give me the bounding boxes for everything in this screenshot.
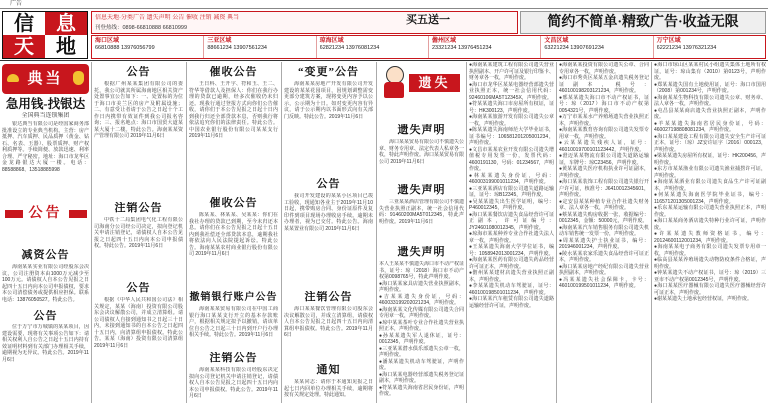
- notice-title: 注销公告: [209, 352, 258, 364]
- list-item: ●乐东某某运输有限公司遗失营业执照正本，声明作废。: [654, 205, 766, 218]
- column-2: [94, 0, 183, 405]
- notice-body: 海口某某餐饮管理有限公司股东会决议解散公司，并成立清算组，请债权人自本公告见报之日起四十五日内向清算组申报债权。特此公告。2019年11月6日: [284, 306, 373, 338]
- notice-title: 公告: [33, 310, 58, 322]
- slogan-text: 简约不简单·精致广告·收益无限: [547, 15, 739, 30]
- notice-body: 根据《中华人民共和国公司法》相关规定，某某（海南）投资有限公司股东会决议解散公司，并成立清算组。请公司债权人自接到通知书之日起三十日内，未接到通知书的自本公告之日起四十五日内，向清算组申报债权。特此公告。某某（海南）投资有限公司清算组 2019年11月6日: [94, 297, 183, 349]
- list-item: ●文昌市某某农业开发有限公司遗失增值税专用发票一份，发票代码：4600191130，号码：01234567，声明作废。: [469, 146, 554, 172]
- list-item: ●海口市琼山区某某村民小组遗失集体土地所有权证，证号：琼山集有（2010）第0123号，声明作废。: [654, 62, 766, 81]
- list-item: ●郑某某遗失国有土地使用证，证号：海口市国用（2008）第001234号，声明作废。: [654, 81, 766, 94]
- list-item: ●万宁市某某水产养殖场遗失营业执照正本，声明作废。: [559, 114, 649, 127]
- hotline-area: 三亚区域: [207, 38, 232, 44]
- list-item: ●海南某某医药有限公司遗失药品经营许可证正本，声明作废。: [469, 257, 554, 270]
- list-item: ●海口某某装饰工程有限公司遗失银行开户许可证，核准号：J6410012345601，声明作废。: [559, 179, 649, 198]
- list-item: ●海南某某建筑工程有限公司遗失营业执照副本、开户许可证及银行印鉴卡、财务章各一枚，声明作废。: [469, 62, 554, 81]
- list-item: ●吉某某遗失身份证，号码：460033199202021234，声明作废。: [379, 293, 464, 306]
- notice-body: 海口某某贸易有限公司不慎遗失公章、财务专用章、法定代表人私章各一枚，特此声明作废。海口某某贸易有限公司 2019年11月6日: [379, 139, 464, 165]
- notice-title: 遗失声明: [397, 124, 446, 136]
- list-item: ●海口某某汽车租赁有限公司遗失道路运输经营许可证，声明作废。: [469, 296, 554, 309]
- notice-body: 海南某某贸易有限公司在中国工商银行海口某某支行开立的基本存款账户，根据相关规定拟予以撤销，请该单位自公告之日起三十日内到开户行办理相关手续。特此公告。2019年11月6日: [189, 306, 278, 338]
- list-item: ●海南某某生物科技有限公司遗失公章、财务章、法人章各一枚，声明作废。: [654, 94, 766, 107]
- column-divider: [91, 62, 92, 403]
- notice-body: 根据广州某某集团有限公司的委托，我公司就其所属海南地区相关资产处置事宜公告如下：一、处置标的为位于海口市美兰区的房产及附属设施；二、有意受让者请于公告之日起十个工作日内携带有效证件到我公司报名咨询；三、报名地点：海口市国贸大道某某大厦十二楼。特此公告。海南某某资产管理有限公司 2019年11月6日: [94, 81, 183, 139]
- lost-notice-list: [469, 62, 554, 403]
- list-item: ●孙某某遗失军人退休证，证号：0012345，声明作废。: [379, 332, 464, 345]
- list-item: ●黄某某遗失医疗机构执业许可证副本，声明作废。: [559, 166, 649, 179]
- logo-char: 息: [45, 12, 87, 35]
- notice-title: 注销公告: [304, 291, 353, 303]
- ad-subtitle: 全国典当连锁集团: [21, 113, 70, 119]
- hotline-phone: 66810888 13976056799: [95, 45, 155, 51]
- mascot-body: [384, 82, 404, 98]
- ad-body: 银达典当有限公司是经国家商务部批准设立的专业典当机构。主营：房产抵押、汽车质押、民品质押（黄金、钻石、名表、玉器）、股票质押、财产权利质押等。手续简便、放款迅速、利率合理、严守秘密。地址：海口市龙华区金龙路银达大厦一楼。电话：88588868、13518885998: [2, 121, 89, 173]
- column-8: [654, 0, 766, 405]
- hotline-area: 儋州区域: [431, 38, 456, 44]
- list-item: ●海口某某电器经营部遗失税务登记证副本，声明作废。: [379, 371, 464, 384]
- notice-section-banner: [2, 199, 89, 229]
- column-4: [284, 0, 373, 405]
- list-item: ●吴某某遗失出生医学证明，编号：P460012345，声明作废。: [469, 198, 554, 211]
- column-divider: [556, 62, 557, 403]
- list-item: ●陈某某遗失海南师范大学毕业证书，证书编号：106581201205001234，声明作废。: [469, 127, 554, 146]
- logo-char: 天: [3, 35, 45, 58]
- banner-bar: [69, 210, 87, 218]
- notice-title: 催收公告: [209, 197, 258, 209]
- notice-body: 王日科、王开宇、符和玉、王二、符华等借款人及担保人：你们在我行办理的贷款已逾期，经多次催收仍未归还。现我行通过登报方式向你们公告催收，请你们于本公告见报之日起十日内到我行归还全部贷款本息，否则我行将依法追究你们的法律责任。特此公告。中国农业银行股份有限公司某某支行 2019年11月6日: [189, 81, 278, 139]
- list-item: ●澄迈某某物流有限公司遗失道路运输证，车牌号：琼C23456，声明作废。: [559, 153, 649, 166]
- hotline-phone: 62821234 13976081234: [319, 45, 380, 51]
- column-7: [559, 0, 649, 405]
- notice-title: “变更”公告: [298, 66, 359, 78]
- list-item: ●海口某某医疗器械有限公司遗失医疗器械经营许可证正本，声明作废。: [654, 283, 766, 296]
- list-item: ●临高县某某养殖场遗失动物防疫条件合格证，声明作废。: [654, 257, 766, 270]
- lost-section-banner: [379, 64, 464, 104]
- list-item: ●海口市秀英区某某五金店遗失税务登记证副本，税号：460100198203121234，声明作废。: [559, 75, 649, 94]
- gold-ingot-icon: [7, 74, 19, 82]
- hotline-area: 万宁区域: [656, 38, 681, 44]
- logo-char: 地: [45, 35, 87, 58]
- section-banner-label: 公告: [28, 206, 63, 221]
- notice-title: 遗失声明: [397, 246, 446, 258]
- hotline-phone: 23321234 13976451234: [431, 45, 492, 51]
- list-item: ●屯昌县某某商店遗失营业执照正副本，声明作废。: [654, 107, 766, 120]
- hotline-phone: 62221234 13976321234: [656, 45, 717, 51]
- list-item: ●何某某遗失海南医学院毕业证书，编号：116571201305001234，声明作废。: [654, 192, 766, 205]
- list-item: 本人王某某不慎遗失海口市不动产权证书，证号：琼（2018）海口市不动产权第0098765号，特此声明作废。: [379, 261, 464, 280]
- list-item: ●海口市龙华区某某电器经营部遗失营业执照正本，统一社会信用代码：92460106MA5T12345X，声明作废。: [469, 81, 554, 101]
- hotline-area: 海口区域: [95, 38, 120, 44]
- list-item: ●蔡某某遗失购房收据一张，收据编号：0012345，金额：50000元，声明作废。: [559, 211, 649, 224]
- list-item: ●谢某某遗失土地承包经营权证，声明作废。: [654, 296, 753, 302]
- lost-notice-list: [654, 62, 766, 403]
- logo-char: 信: [3, 12, 45, 35]
- money-bag-icon: [73, 71, 84, 85]
- list-item: ●羊某某遗失海南省居民身份证，号码：460027198808081234，声明作废。: [654, 120, 766, 133]
- notice-body: 我司开发建设的某某小区项目已竣工验收，现通知各业主于2019年11月10日起，携带购房合同、身份证原件及复印件到项目现场办理收房手续。逾期未办理者，视为已交付。特此公告。海南某某置业有限公司 2019年11月6日: [284, 193, 373, 232]
- column-divider: [651, 62, 652, 403]
- notice-body: 中铁十二局集团电气化工程有限公司海南分公司经公司决定，拟向登记机关申请注销登记，请债权人自本公告见报之日起四十五日内向本公司申报债权。特此公告。2019年11月6日: [94, 217, 183, 249]
- hotline-phone: 63221234 13907691234: [544, 45, 604, 51]
- list-item: ●三亚某某潜水俱乐部遗失公章一枚，声明作废。: [379, 345, 464, 358]
- section-banner-label: 典当: [27, 71, 64, 87]
- column-1: [2, 0, 89, 405]
- list-item: ●海南某某旅游开发有限公司遗失公章一枚，声明作废。: [469, 114, 554, 127]
- section-banner-label: 遗失: [418, 75, 451, 90]
- column-3: [189, 0, 278, 405]
- hotline-area: 琼海区域: [319, 38, 344, 44]
- notice-body: 某某同志：请你于本通知见报之日起七日内回单位办理相关手续，逾期将按有关规定处理。特此通知。: [284, 379, 373, 398]
- list-item: ●琼海市某某种养专业合作社遗失法人章一枚，声明作废。: [469, 231, 554, 244]
- list-item: ●冯某某遗失社会保障卡，卡号：460100199501011234，声明作废。: [559, 276, 649, 289]
- notice-body: 位于万宁市万城镇的某某项目，因建设需要，现将有关事项公告如下：请相关权利人自公告之日起十五日内持有效证明材料到有关部门办理相关手续，逾期视为无异议。特此公告。2019年11月6日: [2, 324, 89, 363]
- notice-body: 海南某某实业有限公司经股东会决议，公司注册资本由1000万元减少至100万元。请债权人自本公告见报之日起四十五日内向本公司申报债权，要求本公司清偿债务或提供相应担保。联系电话：13876050527。特此公告。: [2, 264, 89, 303]
- notice-body: 海南某某科技有限公司经股东决定拟向公司登记机关申请注销登记，请债权人自本公告见报之日起四十五日内向本公司申报债权。特此公告。2019年11月6日: [189, 367, 278, 399]
- list-item: ●符某某遗失海南省居民身份证，声明作废。: [379, 384, 464, 397]
- list-item: ●海南某某酒业有限公司遗失食品生产许可证副本，声明作废。: [654, 179, 766, 192]
- list-item: ●许某某遗失教师资格证书，编号：20124600112001234，声明作废。: [654, 231, 766, 244]
- list-item: ●云某某遗失残疾人证，证号：46010019700101123442，声明作废。: [559, 140, 649, 153]
- list-item: ●海南某某汽车销售服务有限公司遗失机动车销售统一发票一份，声明作废。: [559, 224, 649, 237]
- list-item: ●三亚某某酒店有限公司遗失道路运输证，证号：琼B12345，声明作废。: [469, 185, 554, 198]
- list-item: ●陵水某某农家乐遗失食品经营许可证正本，声明作废。: [559, 250, 649, 263]
- lost-notice-list: [379, 261, 464, 403]
- notice-title: 注销公告: [114, 202, 163, 214]
- hotline-area: 文昌区域: [544, 38, 569, 44]
- masthead-info-line: 刊登热线：0898-66810888 66810999: [95, 25, 188, 31]
- banner-bar: [5, 210, 23, 218]
- list-item: ●潘某某遗失机动车驾驶证，声明作废。: [379, 358, 464, 371]
- notice-title: 公告: [126, 66, 151, 78]
- notice-body: 三亚某某酒店管理有限公司不慎遗失营业执照正副本，统一社会信用代码：91460200MA5T012345，特此声明作废。2019年11月6日: [379, 199, 464, 225]
- list-item: ●定安县某某种植专业合作社遗失财务章、法人章各一枚，声明作废。: [559, 198, 649, 211]
- notice-body: 海南某某房地产开发有限公司开发建设的某某花园项目，因规划调整需变更部分建筑方案，现将变更内容予以公示，公示期为十日。如对变更内容有异议，请于公示期内以书面形式向有关部门反映。特此公告。2019年11月6日: [284, 81, 373, 120]
- lost-banner-box: [409, 74, 460, 92]
- ad-title: 急用钱-找银达: [5, 97, 86, 111]
- notice-title: 公告: [316, 178, 341, 190]
- hotline-phone: 88661234 13907561234: [207, 45, 267, 51]
- column-divider: [466, 62, 467, 403]
- list-item: ●海口某某家具店遗失营业执照副本，声明作废。: [379, 280, 464, 293]
- notice-title: 通知: [316, 364, 341, 376]
- list-item: ●海口某某建设工程有限公司遗失安全生产许可证正本，证号：（琼）JZ安许证字〔2016〕000123，声明作废。: [654, 133, 766, 153]
- notice-title: 撤销银行账户公告: [189, 292, 278, 303]
- list-item: ●海口某某房地产经纪有限公司遗失营业执照副本，声明作废。: [559, 263, 649, 276]
- column-divider: [186, 62, 187, 403]
- list-item: ●儋州某某建材店遗失营业执照正副本，声明作废。: [469, 270, 554, 283]
- column-6: [469, 0, 554, 405]
- list-item: ●梁某某遗失房屋所有权证，证号：HK200456，声明作废。: [654, 153, 766, 166]
- masthead-info-line: 信息天地·分类广告 遗失声明 公告 催收 注销 减资 典当: [95, 15, 240, 21]
- list-item: ●王某某遗失海南大学学位证书，编号：1058942013001234，声明作废。: [469, 244, 554, 257]
- list-item: ●符某某遗失海口市房屋所有权证，证号：HK300123，声明作废。: [469, 101, 554, 114]
- list-item: ●海南某某电子商务有限公司遗失发票专用章一枚，声明作废。: [654, 244, 766, 257]
- list-item: ●海南某某投资有限公司遗失公章、合同专用章各一枚，声明作废。: [559, 62, 649, 75]
- list-item: ●林某某遗失身份证，号码：460003199001011234，声明作废。: [469, 172, 554, 185]
- list-item: ●海南某某教育咨询有限公司遗失发票专用章一枚，声明作废。: [559, 127, 649, 140]
- list-item: ●海口某某餐饮店遗失食品经营许可证正副本，许可证编号：JY24601080012345，声明作废。: [469, 211, 554, 231]
- list-item: ●海南某某文化传媒有限公司遗失合同专用章一枚，声明作废。: [379, 306, 464, 319]
- column-5: [379, 0, 464, 405]
- notice-title: 公告: [126, 282, 151, 294]
- list-item: ●东方市某某渔业有限公司遗失渔业捕捞许可证，声明作废。: [654, 166, 766, 179]
- notice-title: 催收公告: [209, 66, 258, 78]
- list-item: ●海口某某商务酒店遗失特种行业许可证，声明作废。: [654, 218, 766, 231]
- list-item: ●周某某遗失护士执业证书，编号：201946001234，声明作废。: [559, 237, 649, 250]
- notice-title: 遗失声明: [397, 184, 446, 196]
- column-divider: [281, 62, 282, 403]
- notice-body: 陈某某、林某某、吴某某：你们在我社办理的贷款已到期，至今未归还本息。请你们在本公告见报之日起十五日内到我社偿还全部贷款本息，逾期我社将依法向人民法院提起诉讼。特此公告。海南某某农村商业银行股份有限公司 2019年11月6日: [189, 212, 278, 257]
- list-item: ●李某某遗失机动车驾驶证，证号：460100198501011234，声明作废。: [469, 283, 554, 296]
- column-divider: [376, 62, 377, 403]
- pawn-section-banner: [2, 64, 89, 94]
- notice-title: 减资公告: [21, 249, 70, 261]
- list-item: ●邢某某遗失海口市不动产权证书，证号：琼（2017）海口市不动产权第0054321号，声明作废。: [559, 94, 649, 114]
- promo-offer: 买五送一: [406, 14, 450, 26]
- cartoon-mascot-icon: [381, 66, 407, 100]
- lost-notice-list: [559, 62, 649, 403]
- list-item: ●琼中某某茶叶专业合作社遗失营业执照正本，声明作废。: [379, 319, 464, 332]
- list-item: ●钟某某遗失不动产权证书，证号：琼（2019）三亚市不动产权第0012345号，声明作废。: [654, 270, 766, 283]
- page-section-label: 广告: [10, 1, 23, 7]
